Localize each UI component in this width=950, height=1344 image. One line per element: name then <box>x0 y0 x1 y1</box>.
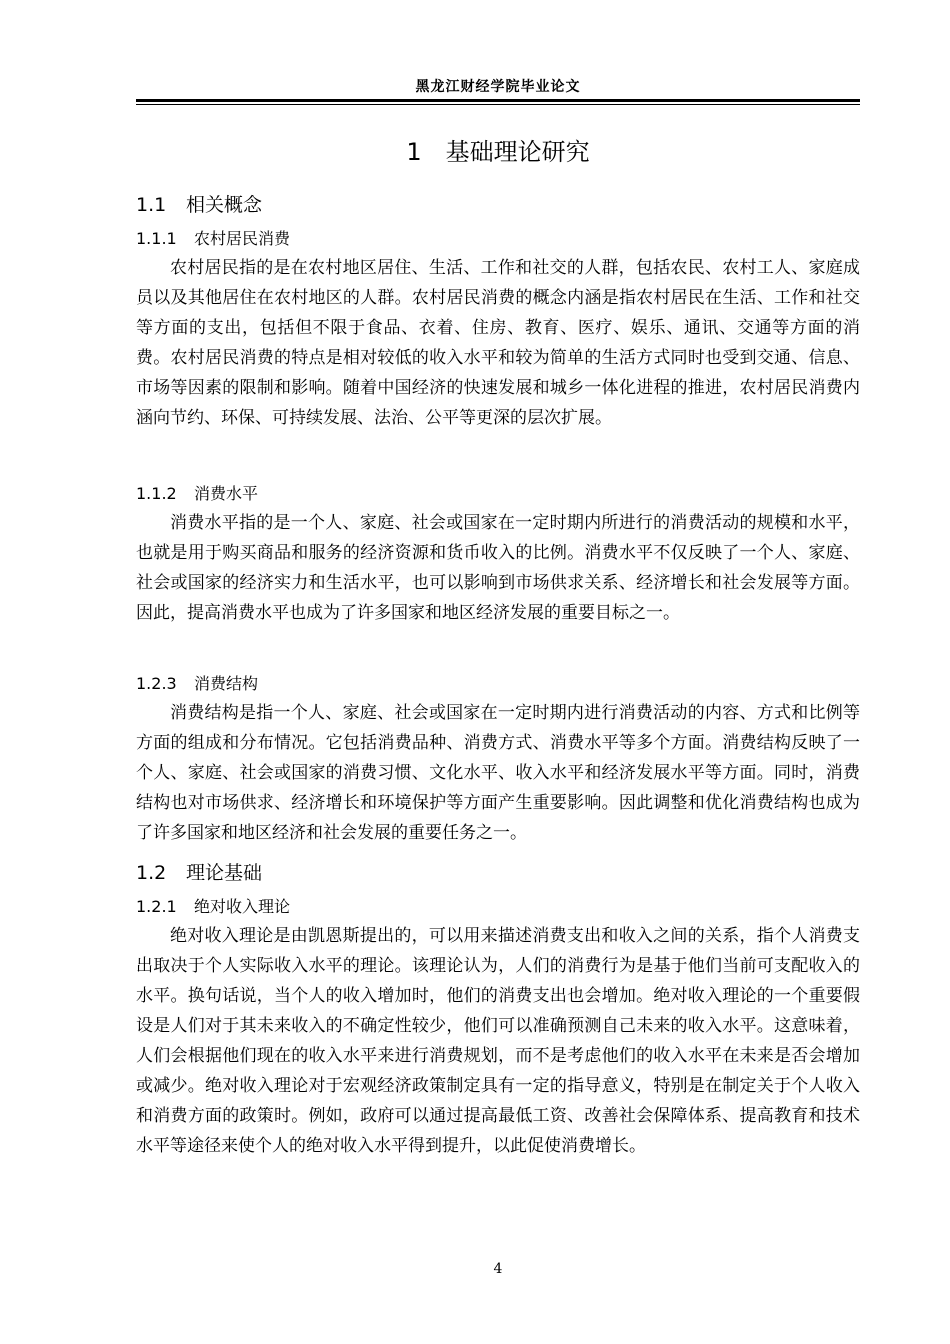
subsection-heading-1-1-1 <box>136 226 290 249</box>
subsection-number: 1.2.3 <box>136 674 177 693</box>
section-heading-1-1 <box>136 190 262 217</box>
paragraph-consumption-structure: 消费结构是指一个人、家庭、社会或国家在一定时期内进行消费活动的内容、方式和比例等方面的组成和分布情况。它包括消费品种、消费方式、消费水平等多个方面。消费结构反映了一个人、家庭、社会或国家的消费习惯、文化水平、收入水平和经济发展水平等方面。同时，消费结构也对市场供求、经济增长和环境保护等方面产生重要影响。因此调整和优化消费结构也成为了许多国家和地区经济和社会发展的重要任务之一。 <box>136 703 860 843</box>
section-number: 1.2 <box>136 862 167 884</box>
header-rule-thick <box>136 99 860 102</box>
subsection-title: 消费结构 <box>194 674 259 693</box>
paragraph-rural-consumption: 农村居民指的是在农村地区居住、生活、工作和社交的人群，包括农民、农村工人、家庭成员以及其他居住在农村地区的人群。农村居民消费的概念内涵是指农村居民在生活、工作和社交等方面的支出，包括但不限于食品、衣着、住房、教育、医疗、娱乐、通讯、交通等方面的消费。农村居民消费的特点是相对较低的收入水平和较为简单的生活方式同时也受到交通、信息、市场等因素的限制和影响。随着中国经济的快速发展和城乡一体化进程的推进，农村居民消费内涵向节约、环保、可持续发展、法治、公平等更深的层次扩展。 <box>136 258 860 428</box>
subsection-title: 农村居民消费 <box>194 229 291 248</box>
header-rule-thin <box>136 104 860 105</box>
section-number: 1.1 <box>136 194 167 216</box>
section-title: 理论基础 <box>186 862 263 884</box>
subsection-heading-1-2-3 <box>136 671 258 694</box>
subsection-number: 1.1.1 <box>136 229 177 248</box>
subsection-heading-1-2-1 <box>136 894 290 917</box>
subsection-title: 消费水平 <box>194 484 259 503</box>
chapter-title <box>136 132 860 167</box>
page-number: 4 <box>493 1261 503 1277</box>
subsection-title: 绝对收入理论 <box>194 897 291 916</box>
section-heading-1-2 <box>136 858 262 885</box>
subsection-number: 1.2.1 <box>136 897 177 916</box>
paragraph-consumption-level: 消费水平指的是一个人、家庭、社会或国家在一定时期内所进行的消费活动的规模和水平，也就是用于购买商品和服务的经济资源和货币收入的比例。消费水平不仅反映了一个人、家庭、社会或国家的经济实力和生活水平，也可以影响到市场供求关系、经济增长和社会发展等方面。因此，提高消费水平也成为了许多国家和地区经济发展的重要目标之一。 <box>136 513 860 623</box>
chapter-number: 1 <box>406 138 422 166</box>
section-title: 相关概念 <box>186 194 263 216</box>
paragraph-absolute-income-theory: 绝对收入理论是由凯恩斯提出的，可以用来描述消费支出和收入之间的关系，指个人消费支出取决于个人实际收入水平的理论。该理论认为，人们的消费行为是基于他们当前可支配收入的水平。换句话说，当个人的收入增加时，他们的消费支出也会增加。绝对收入理论的一个重要假设是人们对于其未来收入的不确定性较少，他们可以准确预测自己未来的收入水平。这意味着，人们会根据他们现在的收入水平来进行消费规划，而不是考虑他们的收入水平在未来是否会增加或减少。绝对收入理论对于宏观经济政策制定具有一定的指导意义，特别是在制定关于个人收入和消费方面的政策时。例如，政府可以通过提高最低工资、改善社会保障体系、提高教育和技术水平等途径来使个人的绝对收入水平得到提升，以此促使消费增长。 <box>136 926 860 1156</box>
subsection-number: 1.1.2 <box>136 484 177 503</box>
subsection-heading-1-1-2 <box>136 481 258 504</box>
running-header: 黑龙江财经学院毕业论文 <box>415 79 581 95</box>
chapter-title-text: 基础理论研究 <box>445 138 590 166</box>
